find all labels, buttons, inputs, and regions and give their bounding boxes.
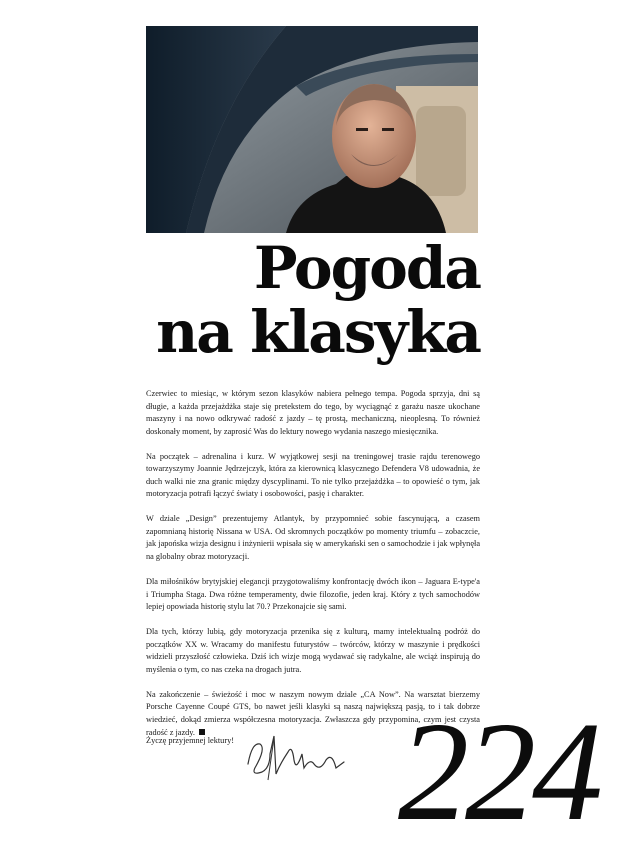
- signature-icon: [240, 724, 350, 784]
- headline-line-2: na klasyka: [156, 298, 480, 366]
- paragraph-3: W dziale „Design” prezentujemy Atlantyk, by przypomnieć sobie fascynującą, a czasem zapomnianą historię Nissana w USA. Od skromnych początków po momenty triumfu – zobaczcie, jak japońska wizja designu i inżynierii wpisała się w amerykański sen o samochodzie i jak wpłynęła na globalny obraz motoryzacji.: [146, 514, 480, 562]
- article-headline: [0, 236, 480, 364]
- paragraph-4: Dla miłośników brytyjskiej elegancji przygotowaliśmy konfrontację dwóch ikon – Jaguara E-type'a i Triumpha Staga. Dwa różne temperamenty, dwie filozofie, jeden kraj. Który z tych samochodów lepiej opowiada historię stylu lat 70.? Przekonajcie się sami.: [146, 577, 480, 612]
- closing-line: Życzę przyjemnej lektury!: [146, 736, 234, 745]
- editor-photo: [146, 26, 478, 233]
- end-of-article-square-icon: [199, 729, 205, 735]
- paragraph-5: Dla tych, którzy lubią, gdy motoryzacja przenika się z kulturą, mamy intelektualną podróż do początków XX w. Wracamy do manifestu futurystów – twórców, którzy w maszynie i prędkości widzieli przyszłość człowieka. Dziś ich wizje mogą wydawać się radykalne, ale wciąż inspirują do myślenia o tym, co nas czeka na drogach jutra.: [146, 627, 480, 674]
- editor-in-car-illustration: [146, 26, 478, 233]
- page-number: 224: [398, 692, 599, 850]
- headline-line-1: Pogoda: [253, 234, 480, 302]
- paragraph-6: Na zakończenie – świeżość i moc w naszym nowym dziale „CA Now”. Na warsztat bierzemy Porsche Cayenne Coupé GTS, bo nawet jeśli klasyki są naszą największą pasją, to i tak dobrze wiedzieć, dokąd zmierza współczesna motoryzacja. Zwłaszcza gdy przypomina, czym jest czysta radość z jazdy.: [146, 689, 480, 737]
- paragraph-1: Czerwiec to miesiąc, w którym sezon klasyków nabiera pełnego tempa. Pogoda sprzyja, dni są długie, a każda przejażdżka staje się pretekstem do tego, by wyciągnąć z garażu nasze ukochane maszyny i na nowo odkrywać radość z jazdy – tę prostą, mechaniczną, nieoplesną. To również doskonały moment, by zaprosić Was do lektury nowego wydania naszego miesięcznika.: [146, 389, 480, 436]
- paragraph-2: Na początek – adrenalina i kurz. W wyjątkowej sesji na treningowej trasie rajdu terenowego towarzyszymy Joannie Jędrzejczyk, która za kierownicą klasycznego Defendera V8 udowadnia, że duch walki nie zna granic między dyscyplinami. To nie tylko przejażdżka – to opowieść o tym, jak motoryzacja potrafi łączyć światy i osobowości, pasję i charakter.: [146, 451, 480, 499]
